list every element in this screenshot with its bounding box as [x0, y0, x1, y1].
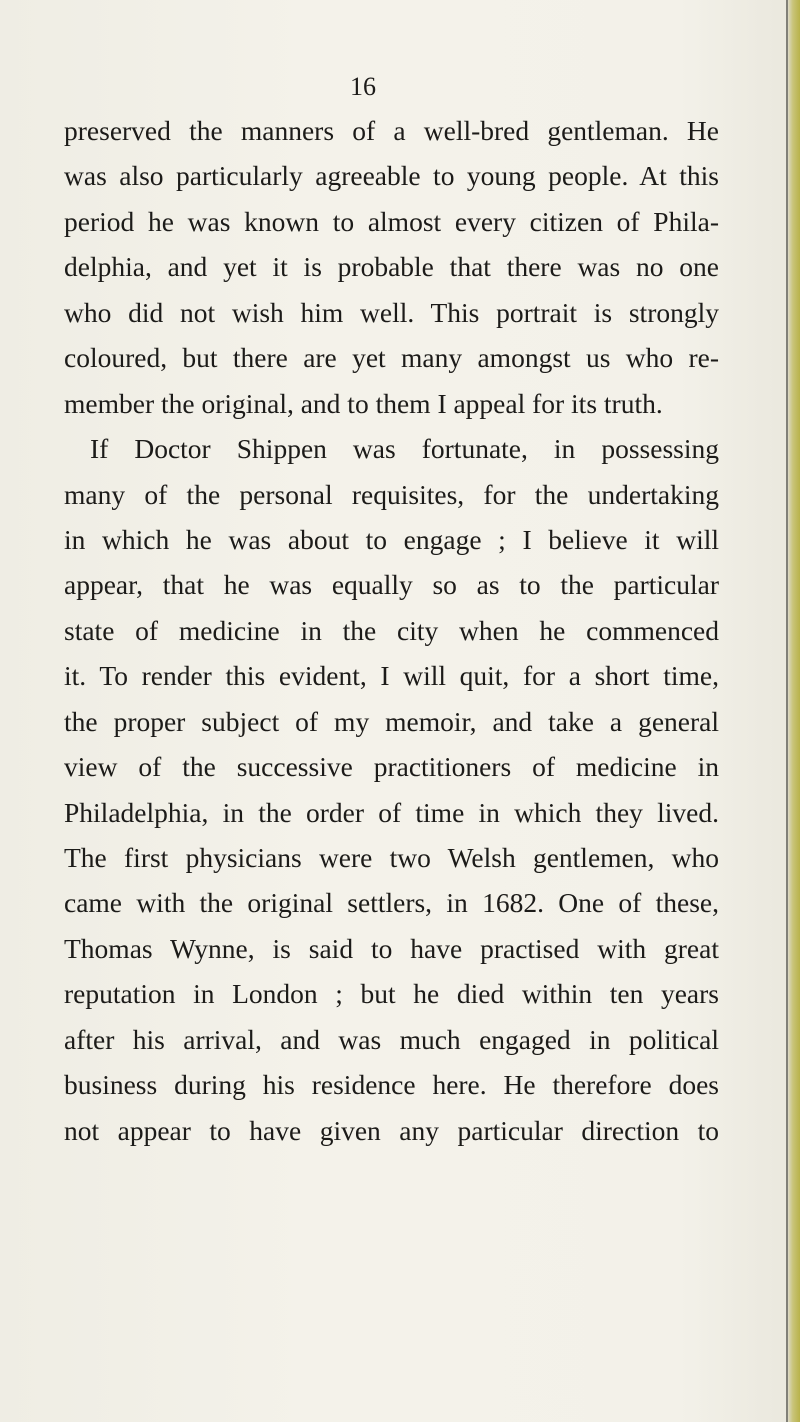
text-line: it. To render this evident, I will quit, for a short time,	[64, 660, 719, 692]
text-line: view of the successive practitioners of medicine in	[64, 751, 719, 783]
text-line: many of the personal requisites, for the undertaking	[64, 478, 719, 510]
text-line: appear, that he was equally so as to the particular	[64, 569, 719, 601]
text-line: The first physicians were two Welsh gentlemen, who	[64, 842, 719, 873]
text-line: the proper subject of my memoir, and take a general	[64, 705, 719, 737]
text-line: came with the original settlers, in 1682. One of these,	[64, 887, 719, 919]
text-line: reputation in London ; but he died within ten years	[64, 978, 719, 1010]
text-line: coloured, but there are yet many amongst us who re-	[64, 342, 719, 374]
text-line: delphia, and yet it is probable that there was no one	[64, 251, 719, 283]
text-line: Thomas Wynne, is said to have practised with great	[64, 932, 719, 964]
body-text	[64, 108, 719, 1153]
text-line: Philadelphia, in the order of time in which they lived.	[64, 796, 719, 828]
text-line: If Doctor Shippen was fortunate, in possessing	[90, 433, 719, 465]
text-line: state of medicine in the city when he commenced	[64, 614, 719, 646]
gilt-page-edge	[788, 0, 800, 1422]
text-line: was also particularly agreeable to young people. At this	[64, 160, 719, 192]
text-line: period he was known to almost every citizen of Phila-	[64, 205, 719, 237]
text-line: after his arrival, and was much engaged in political	[64, 1023, 719, 1055]
text-line: who did not wish him well. This portrait is strongly	[64, 296, 719, 328]
text-line: member the original, and to them I appeal for its truth.	[64, 387, 663, 419]
text-line: business during his residence here. He therefore does	[64, 1069, 719, 1101]
text-line: in which he was about to engage ; I believe it will	[64, 523, 719, 555]
text-line: preserved the manners of a well-bred gentleman. He	[64, 115, 719, 146]
text-line: not appear to have given any particular direction to	[64, 1114, 719, 1146]
page-number: 16	[350, 72, 376, 101]
